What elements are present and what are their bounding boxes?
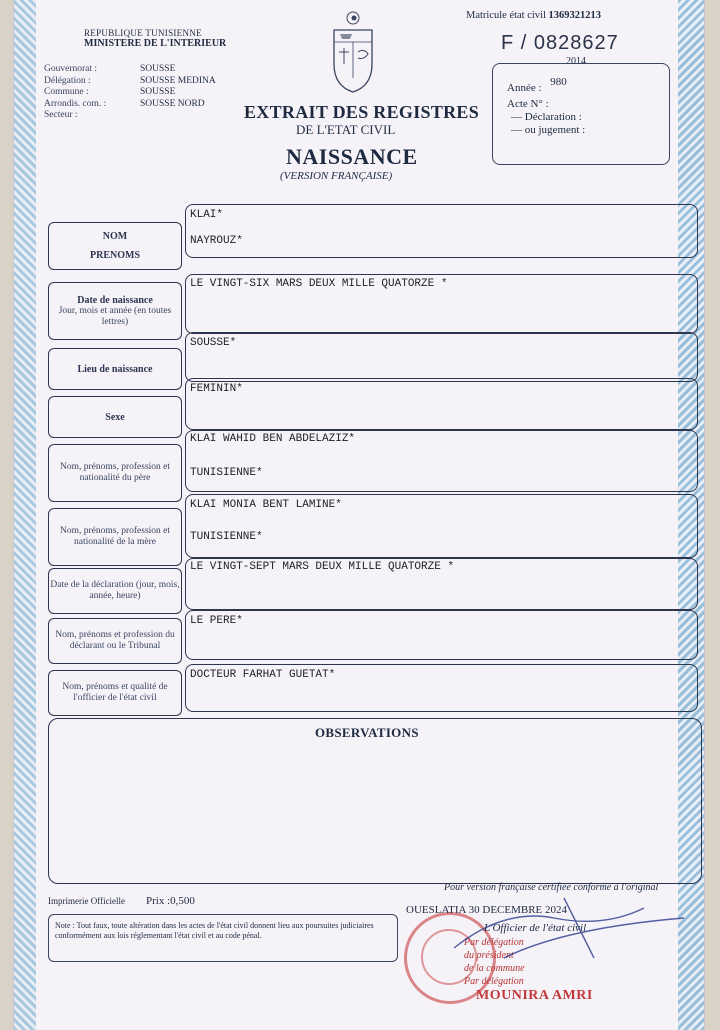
place-date: OUESLATIA 30 DECEMBRE 2024 [406, 904, 568, 916]
document-title: EXTRAIT DES REGISTRES [244, 102, 480, 122]
stamp-line: Par délégation [464, 976, 524, 987]
document-subtitle: DE L'ETAT CIVIL [296, 122, 396, 137]
prenoms-label: PRENOMS [90, 250, 140, 261]
admin-value: SOUSSE [140, 64, 176, 74]
stamp-line: du président [464, 950, 514, 961]
tunisia-emblem-icon [326, 8, 380, 96]
officier-label: Nom, prénoms et qualité de l'officier de l'état civil [62, 682, 168, 703]
admin-value: SOUSSE MEDINA [140, 75, 216, 86]
declaration-label: — Déclaration : [511, 111, 582, 123]
row-mere [48, 499, 698, 562]
admin-label: Secteur : [44, 110, 78, 120]
dob-box [185, 274, 698, 334]
nom-value: KLAI* [190, 209, 224, 221]
certification-note: Pour version française certifiée conforme à l'original [444, 882, 659, 893]
pere-label: Nom, prénoms, profession et nationalité du père [59, 462, 171, 483]
admin-values [140, 64, 216, 110]
price-label: Prix :0,500 [146, 895, 195, 907]
mere-box [185, 494, 698, 558]
sexe-label: Sexe [105, 411, 125, 423]
matricule-label: Matricule état civil [466, 10, 546, 21]
mere-nat-value: TUNISIENNE* [190, 531, 263, 543]
row-pere [48, 433, 698, 500]
nom-prenoms-label [48, 222, 182, 270]
pere-nat-value: TUNISIENNE* [190, 467, 263, 479]
decl-box [185, 558, 698, 610]
admin-label: Délégation : [44, 75, 91, 86]
security-border-left [14, 0, 36, 1030]
legal-note: Note : Tout faux, toute altération dans les actes de l'état civil donnent lieu aux poursuites judiciaires conformément aux lois réglementant l'état civil et au code pénal. [48, 914, 398, 962]
lieu-value: SOUSSE* [190, 337, 237, 349]
serial-year: 2014 [566, 56, 586, 67]
version-label: (VERSION FRANÇAISE) [280, 170, 393, 182]
sexe-label-box [48, 396, 182, 438]
nom-label: NOM [102, 231, 128, 242]
jugement-label: — ou jugement : [511, 124, 586, 136]
mere-nom-value: KLAI MONIA BENT LAMINE* [190, 499, 342, 511]
row-officier [48, 670, 698, 714]
observations-box [48, 718, 702, 884]
dob-label: Date de naissance [77, 294, 153, 306]
observations-label: OBSERVATIONS [315, 725, 419, 740]
lieu-box [185, 332, 698, 382]
pere-box [185, 430, 698, 492]
matricule [466, 10, 601, 21]
admin-value: SOUSSE NORD [140, 98, 205, 109]
decl-label: Date de la déclaration (jour, mois, année, heure) [50, 580, 180, 601]
admin-label: Arrondis. com. : [44, 98, 107, 109]
ministry-label: MINISTERE DE L'INTERIEUR [84, 38, 227, 49]
dob-sublabel: Jour, mois et année (en toutes lettres) [58, 305, 172, 327]
row-nom-prenoms [48, 209, 698, 272]
record-type: NAISSANCE [286, 144, 418, 169]
stamp-line: Par délégation [464, 937, 524, 948]
officer-title: L'Officier de l'état civil [484, 922, 587, 934]
printer-label: Imprimerie Officielle [48, 896, 126, 906]
signatory-name: MOUNIRA AMRI [476, 988, 593, 1003]
declarant-value: LE PERE* [190, 615, 243, 627]
annee-label: Année : [507, 82, 542, 94]
annee [507, 76, 567, 95]
matricule-value: 1369321213 [548, 10, 602, 21]
row-declarant [48, 615, 698, 664]
nom-prenoms-box [185, 204, 698, 258]
decl-value: LE VINGT-SEPT MARS DEUX MILLE QUATORZE * [190, 561, 455, 573]
serial-number: F / 0828627 [501, 32, 619, 54]
admin-labels [44, 64, 106, 122]
signature-icon [444, 888, 694, 978]
prenoms-value: NAYROUZ* [190, 235, 243, 247]
act-info-box [492, 63, 670, 165]
admin-value: SOUSSE [140, 87, 176, 97]
pere-label-box [48, 444, 182, 502]
sexe-box [185, 378, 698, 430]
sexe-value: FEMININ* [190, 383, 243, 395]
stamp-line: de la commune [464, 963, 525, 974]
declarant-box [185, 610, 698, 660]
acte-label: Acte N° : [507, 98, 549, 110]
mere-label: Nom, prénoms, profession et nationalité de la mère [59, 526, 171, 547]
admin-label: Gouvernorat : [44, 64, 98, 74]
decl-label-box [48, 568, 182, 614]
mere-label-box [48, 508, 182, 566]
officier-box [185, 664, 698, 712]
document-paper [14, 0, 704, 1030]
row-declaration [48, 561, 698, 614]
dob-label-box [48, 282, 182, 340]
republic-label: REPUBLIQUE TUNISIENNE [84, 28, 202, 38]
dob-value: LE VINGT-SIX MARS DEUX MILLE QUATORZE * [190, 278, 448, 290]
officier-value: DOCTEUR FARHAT GUETAT* [190, 669, 336, 681]
declarant-label: Nom, prénoms et profession du déclarant ou le Tribunal [55, 630, 175, 651]
admin-label: Commune : [44, 87, 89, 97]
lieu-label: Lieu de naissance [77, 363, 153, 375]
annee-value: 980 [550, 76, 567, 88]
officier-label-box [48, 670, 182, 716]
lieu-label-box [48, 348, 182, 390]
pere-nom-value: KLAI WAHID BEN ABDELAZIZ* [190, 433, 356, 445]
declarant-label-box [48, 618, 182, 664]
